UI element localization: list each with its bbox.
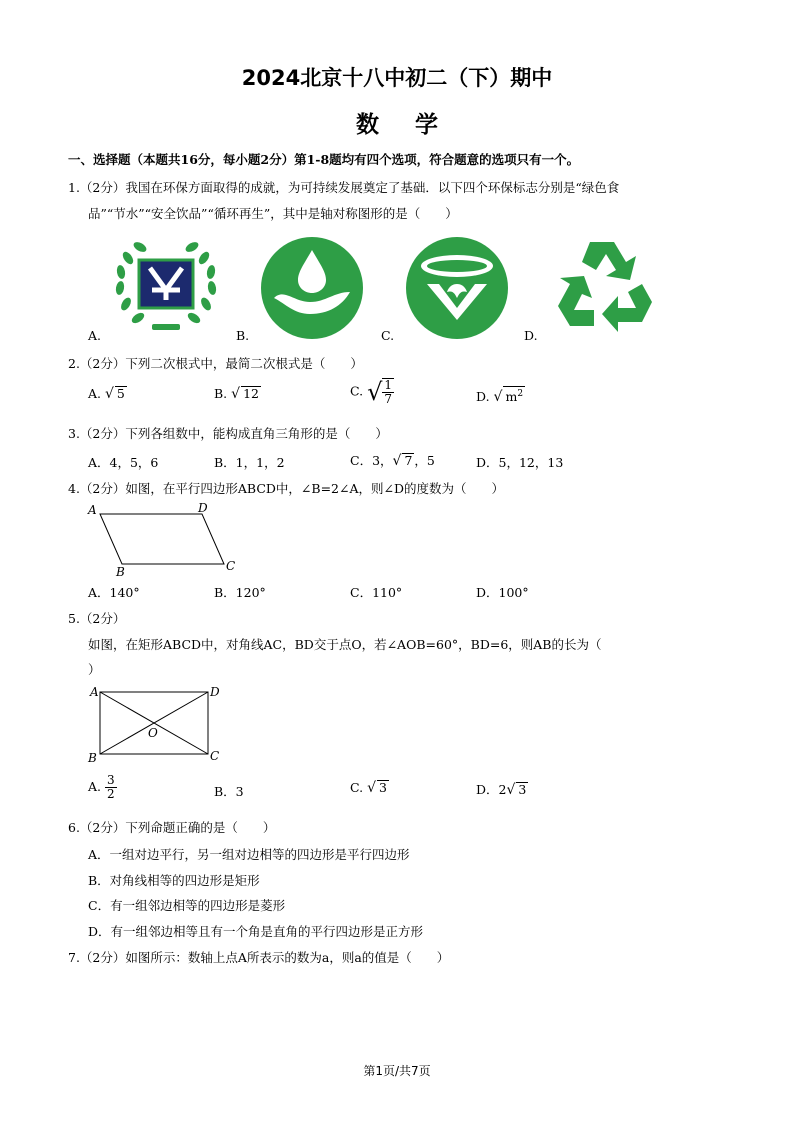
q2-option-b bbox=[214, 386, 261, 402]
sqrt-sign: √ bbox=[493, 389, 503, 406]
q1-option-b-label: B. bbox=[236, 328, 250, 343]
subject-title: 数学 bbox=[356, 111, 474, 138]
q4-stem: 4.（2分）如图，在平行四边形ABCD中，∠B=2∠A，则∠D的度数为（ ） bbox=[68, 481, 504, 496]
figure-label-b: B bbox=[116, 565, 125, 578]
sqrt-sign: √ bbox=[506, 782, 516, 798]
rectangle-figure bbox=[84, 684, 234, 766]
q5-stem-line2: ） bbox=[88, 662, 101, 677]
q3-option-c: C．3，√ 7 ，5 bbox=[350, 453, 435, 469]
q2-option-d-radicand: $m^2$ bbox=[503, 386, 525, 404]
q2-option-d bbox=[476, 386, 525, 405]
q1-option-d-label: D. bbox=[524, 328, 538, 343]
q2-option-c-fraction: $\frac{1}{7}$ bbox=[384, 378, 393, 406]
q3-option-d: D．5，12，13 bbox=[476, 455, 564, 470]
figure-label-d: D bbox=[198, 501, 208, 515]
q6-option-a: A．一组对边平行，另一组对边相等的四边形是平行四边形 bbox=[88, 847, 410, 862]
page-footer: 第1页/共7页 bbox=[363, 1064, 431, 1078]
q1-stem-line1: 1.（2分）我国在环保方面取得的成就，为可持续发展奠定了基础．以下四个环保标志分别是“绿色食 bbox=[68, 180, 620, 195]
figure-label-c: C bbox=[226, 559, 236, 573]
q6-stem: 6.（2分）下列命题正确的是（ ） bbox=[68, 820, 276, 835]
q4-option-c: C．110° bbox=[350, 585, 403, 600]
figure-label-a: A bbox=[90, 685, 99, 699]
q3-option-b: B．1，1，2 bbox=[214, 455, 285, 470]
q3-option-a: A．4，5，6 bbox=[88, 455, 159, 470]
q5-stem-line1: 如图，在矩形ABCD中，对角线AC，BD交于点O，若∠AOB=60°，BD=6，则AB的长为（ bbox=[88, 637, 602, 652]
q1-option-c-label: C. bbox=[381, 328, 395, 343]
q7-stem: 7.（2分）如图所示：数轴上点A所表示的数为a，则a的值是（ ） bbox=[68, 950, 450, 965]
figure-label-c: C bbox=[210, 749, 220, 763]
q5-option-b: B．3 bbox=[214, 784, 244, 799]
q5-option-a: A. $\frac{3}{2}$ bbox=[88, 773, 115, 801]
q2-option-a bbox=[88, 386, 127, 402]
q2-option-c-label: C. bbox=[350, 383, 364, 399]
q3-stem: 3.（2分）下列各组数中，能构成直角三角形的是（ ） bbox=[68, 426, 388, 441]
q5-head: 5.（2分） bbox=[68, 611, 126, 626]
q2-option-c bbox=[350, 378, 394, 406]
page-title: 2024北京十八中初二（下）期中 bbox=[241, 66, 553, 90]
q2-option-b-label: B. bbox=[214, 386, 228, 401]
recycle-logo-icon bbox=[552, 236, 656, 336]
q2-stem: 2.（2分）下列二次根式中，最简二次根式是（ ） bbox=[68, 356, 363, 371]
q4-option-a: A．140° bbox=[88, 585, 140, 600]
q6-option-d: D．有一组邻边相等且有一个角是直角的平行四边形是正方形 bbox=[88, 924, 424, 939]
q5-option-a-fraction: $\frac{3}{2}$ bbox=[107, 773, 115, 801]
sqrt-sign: √ bbox=[367, 780, 376, 796]
figure-label-d: D bbox=[210, 685, 220, 699]
water-saving-logo-icon bbox=[260, 236, 364, 340]
parallelogram-figure bbox=[84, 500, 244, 578]
q6-option-c: C．有一组邻边相等的四边形是菱形 bbox=[88, 898, 286, 913]
figure-label-o: O bbox=[148, 726, 158, 740]
safe-drink-logo-icon bbox=[405, 236, 509, 340]
section-heading: 一、选择题（本题共16分，每小题2分）第1-8题均有四个选项，符合题意的选项只有一个。 bbox=[68, 152, 580, 167]
figure-label-a: A bbox=[88, 503, 97, 517]
sqrt-sign: √ bbox=[105, 386, 114, 402]
q2-option-a-radicand: 5 bbox=[116, 386, 125, 401]
q1-stem-line2: 品”“节水”“安全饮品”“循环再生”，其中是轴对称图形的是（ ） bbox=[88, 206, 458, 221]
q6-option-b: B．对角线相等的四边形是矩形 bbox=[88, 873, 260, 888]
q2-option-d-label: D. bbox=[476, 389, 490, 405]
q2-option-a-label: A. bbox=[88, 386, 102, 401]
q5-option-c: C. √ 3 bbox=[350, 780, 387, 796]
q2-option-b-radicand: 12 bbox=[243, 386, 259, 401]
q1-option-a-label: A. bbox=[88, 328, 102, 343]
q5-option-d: D．2√ 3 bbox=[476, 782, 527, 798]
sqrt-sign: √ bbox=[231, 386, 241, 402]
figure-label-b: B bbox=[88, 751, 97, 765]
q4-option-b: B．120° bbox=[214, 585, 266, 600]
sqrt-sign: √ bbox=[392, 453, 402, 469]
sqrt-sign: √ bbox=[367, 378, 383, 406]
q4-option-d: D．100° bbox=[476, 585, 529, 600]
green-food-logo-icon bbox=[112, 234, 220, 334]
